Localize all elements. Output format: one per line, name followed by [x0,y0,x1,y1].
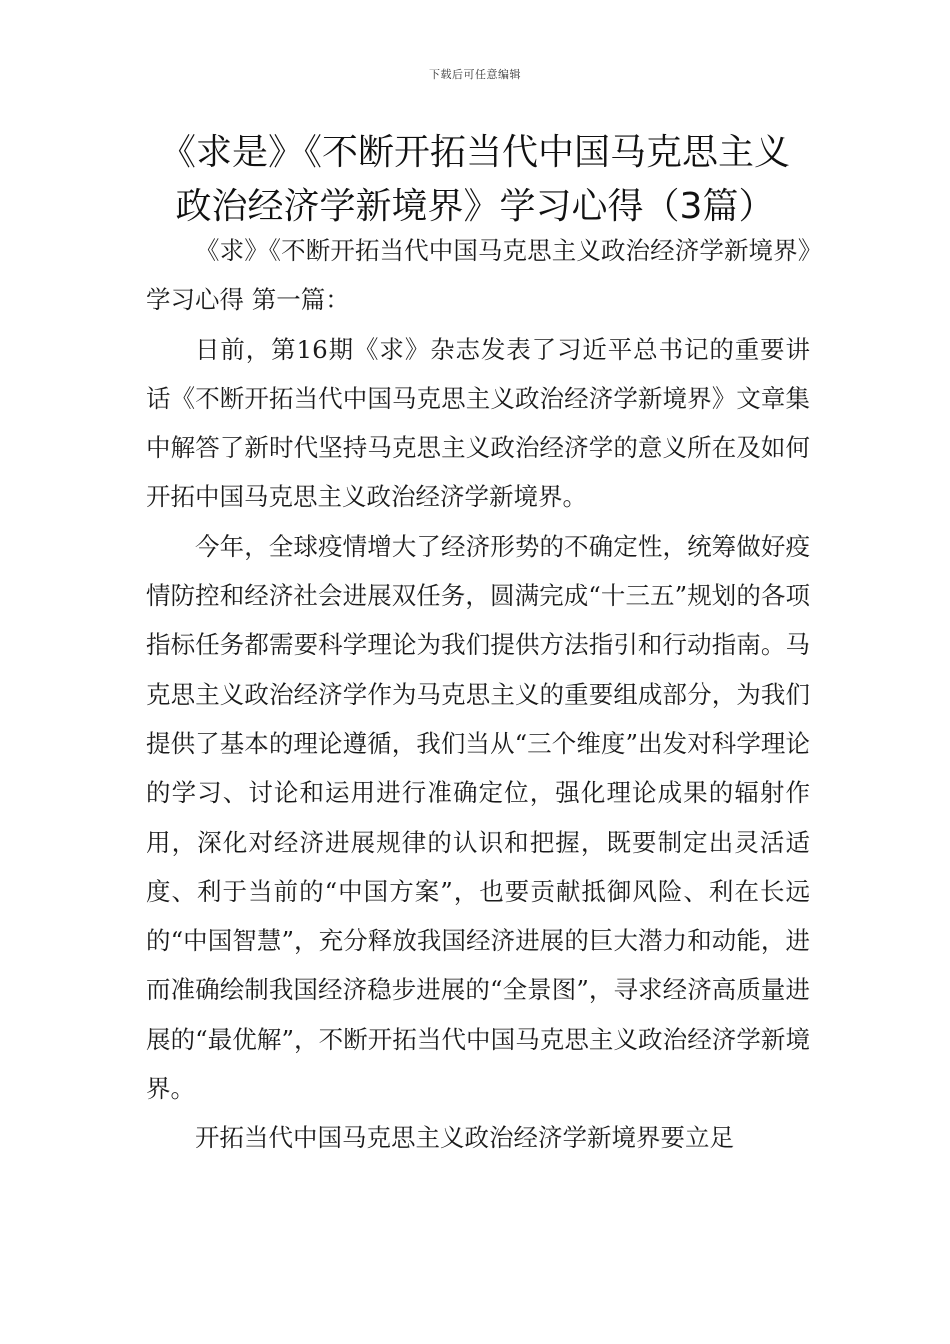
paragraph-2: 今年，全球疫情增大了经济形势的不确定性，统筹做好疫情防控和经济社会进展双任务，圆满完成“十三五”规划的各项指标任务都需要科学理论为我们提供方法指引和行动指南。马克思主义政治经济学作为马克思主义的重要组成部分，为我们提供了基本的理论遵循，我们当从“三个维度”出发对科学理论的学习、讨论和运用进行准确定位，强化理论成果的辐射作用，深化对经济进展规律的认识和把握，既要制定出灵活适度、利于当前的“中国方案”，也要贡献抵御风险、利在长远的“中国智慧”，充分释放我国经济进展的巨大潜力和动能，进而准确绘制我国经济稳步进展的“全景图”，寻求经济高质量进展的“最优解”，不断开拓当代中国马克思主义政治经济学新境界。 [146,531,810,1104]
paragraph-intro: 《求》《不断开拓当代中国马克思主义政治经济学新境界》学习心得 第一篇： [146,236,810,315]
document-body [146,226,810,1163]
header-note: 下载后可任意编辑 [429,68,521,81]
title-line-2: 政治经济学新境界》学习心得（3篇） [175,186,775,227]
paragraph-3: 开拓当代中国马克思主义政治经济学新境界要立足 [195,1123,734,1153]
document-title [120,126,830,234]
title-line-1: 《求是》《不断开拓当代中国马克思主义 [159,132,790,173]
paragraph-1: 日前，第16期《求》杂志发表了习近平总书记的重要讲话《不断开拓当代中国马克思主义政治经济学新境界》文章集中解答了新时代坚持马克思主义政治经济学的意义所在及如何开拓中国马克思主义政治经济学新境界。 [146,334,810,512]
